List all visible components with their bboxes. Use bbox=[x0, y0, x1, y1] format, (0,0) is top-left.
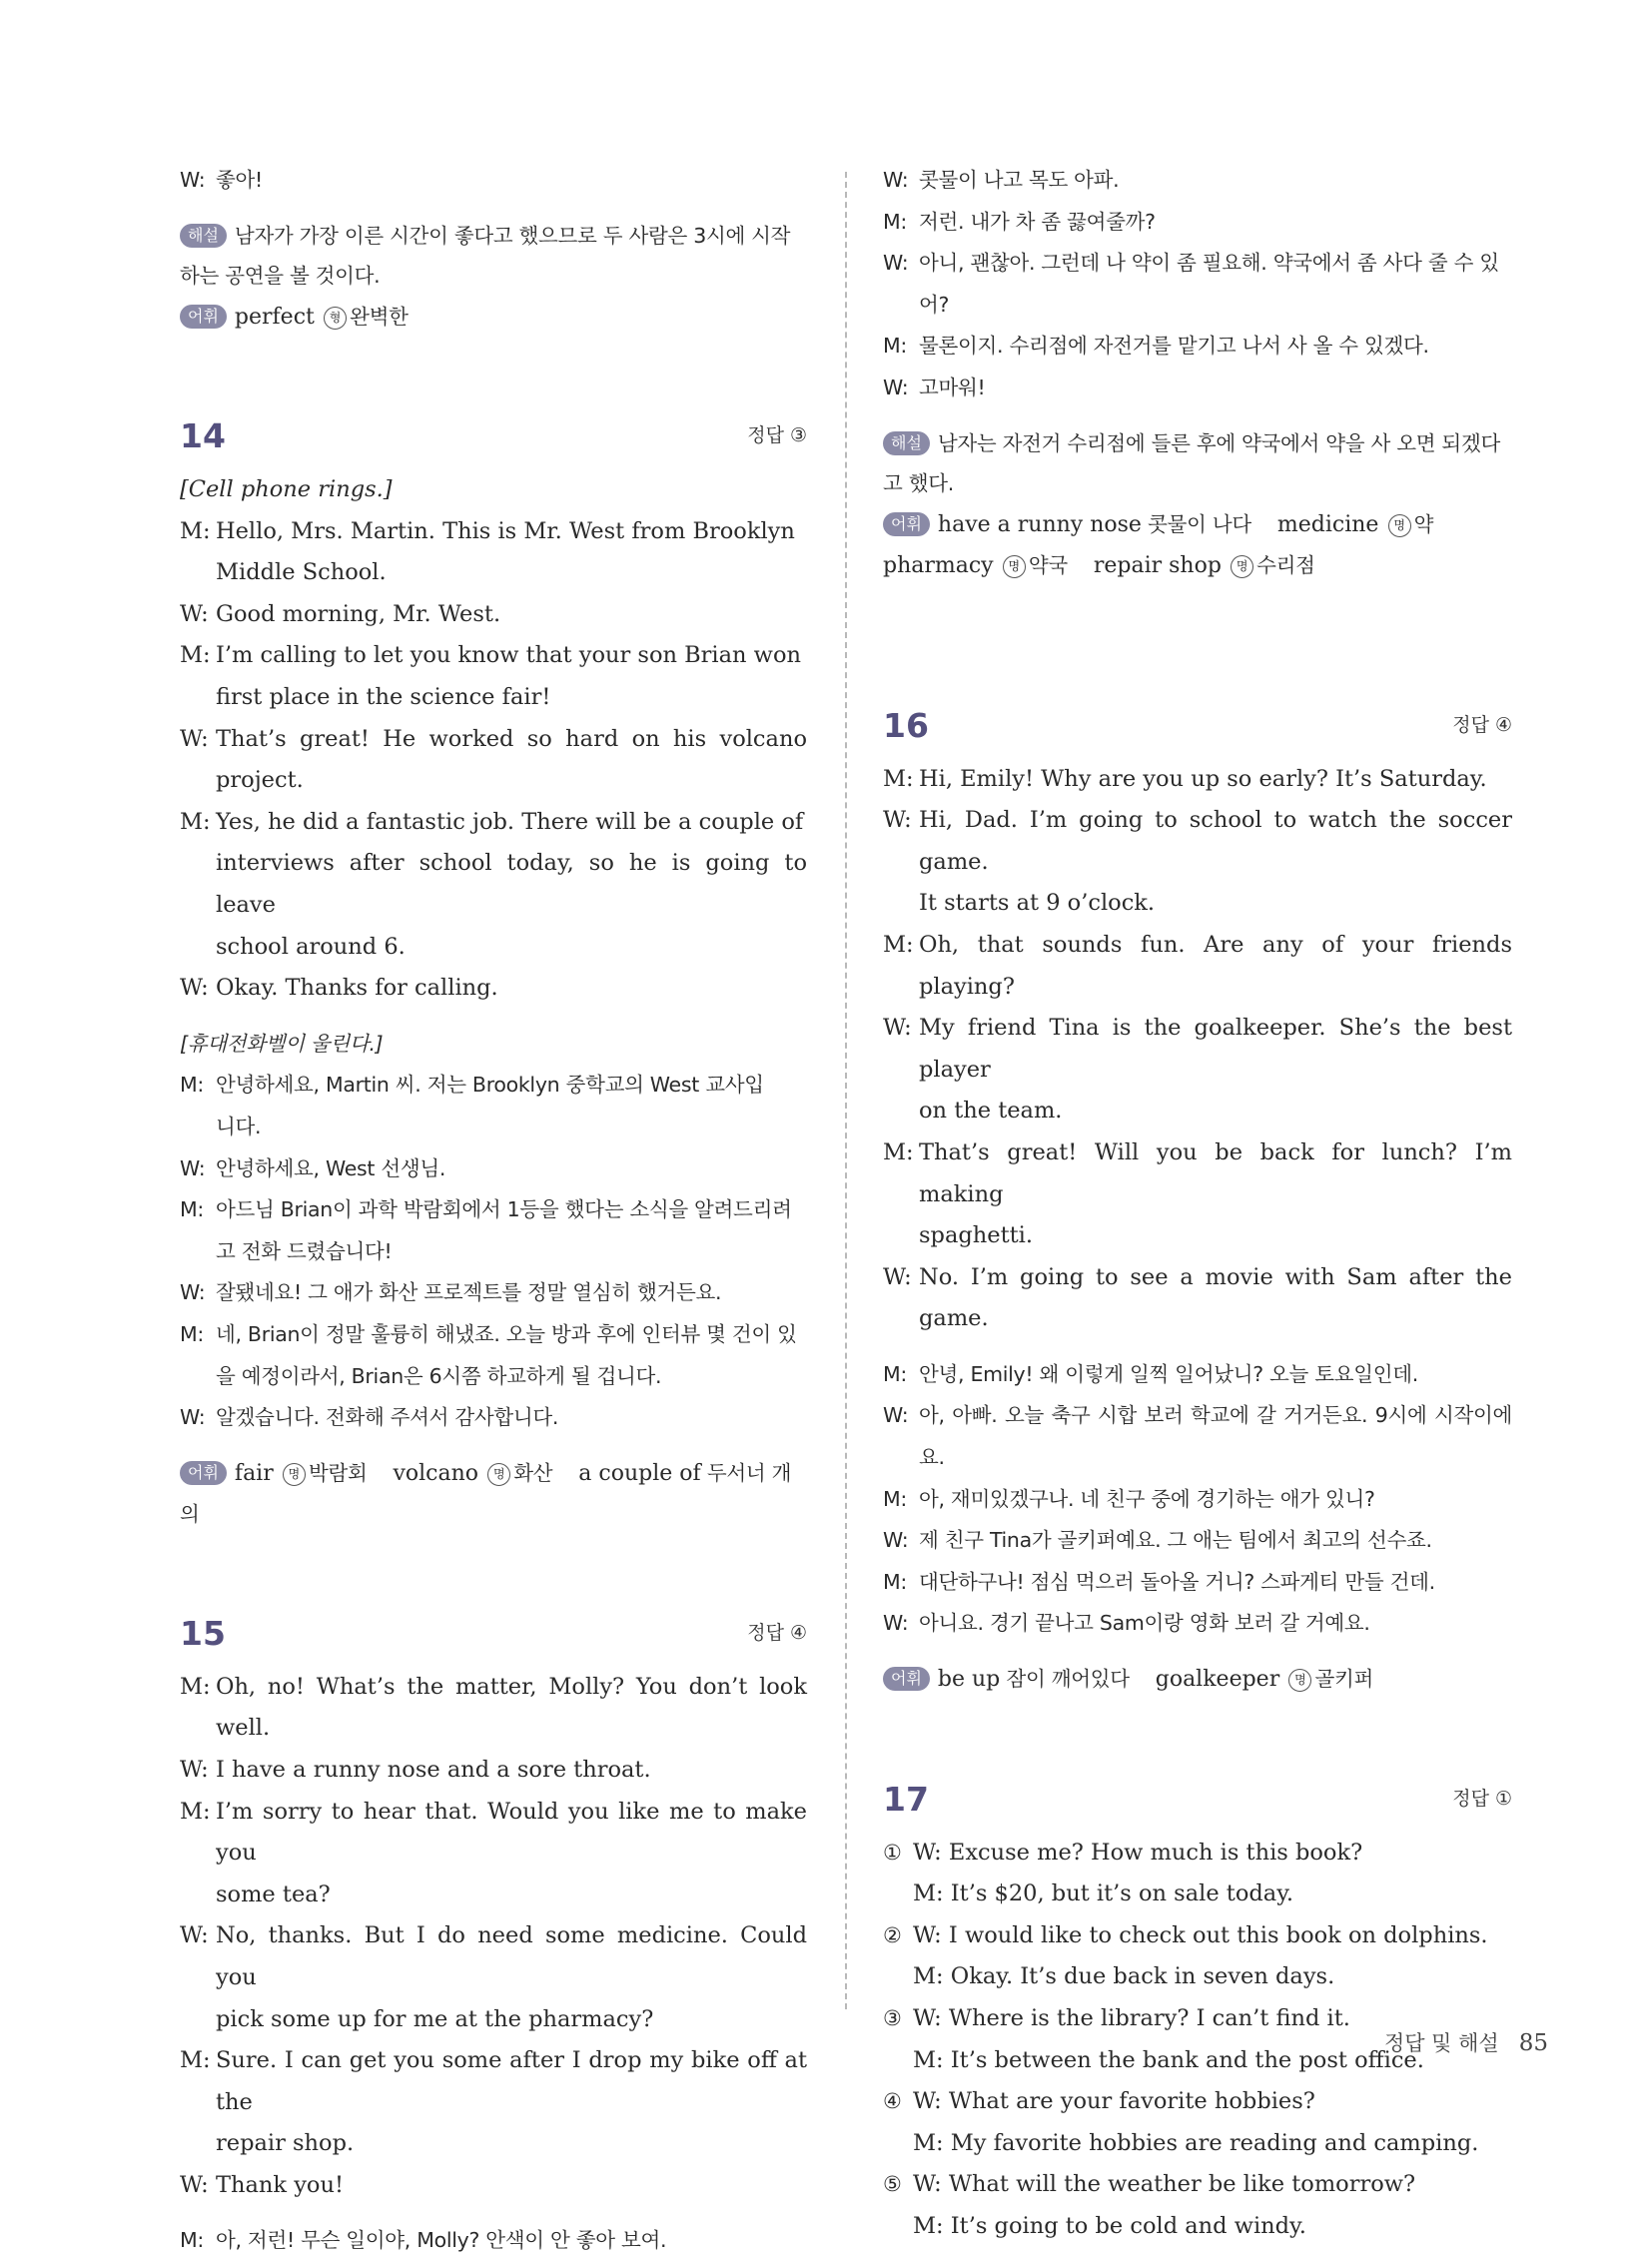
vocab-word: volcano bbox=[393, 1460, 479, 1486]
dialogue-text: 안녕하세요, West 선생님. bbox=[216, 1155, 446, 1180]
vocab-word: pharmacy bbox=[883, 553, 994, 579]
option-w-line: W: What are your favorite hobbies? bbox=[913, 2088, 1315, 2115]
dialogue-text: Good morning, Mr. West. bbox=[216, 600, 501, 627]
dialogue-line bbox=[883, 1257, 1512, 1340]
dialogue-text: My friend Tina is the goalkeeper. She’s the best player bbox=[919, 1015, 1512, 1083]
vocab-word: a couple of bbox=[578, 1460, 701, 1486]
dialogue-en bbox=[180, 1667, 807, 2207]
vocab-badge: 어휘 bbox=[180, 1461, 227, 1485]
dialogue-continuation: interviews after school today, so he is going to leave bbox=[216, 850, 807, 919]
speaker-label: W: bbox=[883, 1403, 909, 1428]
dialogue-line bbox=[180, 2165, 807, 2207]
dialogue-line bbox=[883, 1562, 1512, 1604]
speaker-label: M: bbox=[180, 1321, 204, 1346]
speaker-label: W: bbox=[180, 1405, 206, 1430]
explanation-note: 해설 남자가 가장 이른 시간이 좋다고 했으므로 두 사람은 3시에 시작하는 공연을 볼 것이다. bbox=[180, 223, 791, 289]
vocab-meaning: 화산 bbox=[513, 1460, 553, 1485]
vocab-meaning: 두서너 개의 bbox=[180, 1460, 792, 1527]
dialogue-line bbox=[180, 1397, 807, 1439]
dialogue-text: I have a runny nose and a sore throat. bbox=[216, 1756, 651, 1783]
speaker-label: M: bbox=[883, 931, 914, 958]
right-column bbox=[883, 160, 1512, 2247]
dialogue-text: 안녕하세요, Martin 씨. 저는 Brooklyn 중학교의 West 교사입 bbox=[216, 1073, 764, 1098]
speaker-label: W: bbox=[883, 1015, 912, 1042]
question-header-16 bbox=[883, 697, 1512, 755]
speaker-label: M: bbox=[883, 334, 907, 359]
speaker-label: W: bbox=[180, 975, 209, 1002]
dialogue-line bbox=[883, 1520, 1512, 1562]
dialogue-line: W: 좋아! bbox=[180, 168, 263, 192]
dialogue-text: 제 친구 Tina가 골키퍼예요. 그 애는 팀에서 최고의 선수죠. bbox=[919, 1528, 1432, 1553]
dialogue-line bbox=[883, 1395, 1512, 1478]
answer-option bbox=[883, 1833, 1512, 1875]
question-number: 16 bbox=[883, 705, 929, 745]
vocab-word: repair shop bbox=[1093, 553, 1222, 579]
footer-label: 정답 및 해설 bbox=[1383, 2031, 1499, 2055]
vocab-meaning: 약국 bbox=[1028, 553, 1068, 578]
question-number: 17 bbox=[883, 1779, 929, 1819]
dialogue-text: Hi, Emily! Why are you up so early? It’s Saturday. bbox=[919, 765, 1487, 792]
option-w-line: W: Excuse me? How much is this book? bbox=[913, 1839, 1363, 1866]
dialogue-line bbox=[883, 1354, 1512, 1396]
part-of-speech-mark: 명 bbox=[1288, 1669, 1311, 1692]
dialogue-line bbox=[883, 326, 1512, 368]
dialogue-line bbox=[883, 925, 1512, 1008]
part-of-speech-mark: 명 bbox=[1003, 555, 1026, 578]
option-w-line: W: What will the weather be like tomorrow? bbox=[913, 2171, 1416, 2198]
dialogue-text: That’s great! Will you be back for lunch? I’m making bbox=[919, 1138, 1512, 1207]
speaker-label: M: bbox=[883, 1569, 907, 1594]
speaker-label: W: bbox=[883, 1528, 909, 1553]
vocab-note bbox=[180, 1453, 807, 1535]
vocab-meaning: 수리점 bbox=[1256, 553, 1315, 578]
dialogue-line bbox=[180, 719, 807, 802]
dialogue-text: I’m sorry to hear that. Would you like me to make you bbox=[216, 1798, 807, 1867]
dialogue-line bbox=[883, 243, 1512, 285]
stage-direction: [Cell phone rings.] bbox=[180, 476, 393, 503]
dialogue-text: Hi, Dad. I’m going to school to watch the soccer game. bbox=[919, 807, 1512, 875]
dialogue-text: 물론이지. 수리점에 자전거를 맡기고 나서 사 올 수 있겠다. bbox=[919, 334, 1429, 359]
vocab-meaning: 약 bbox=[1413, 511, 1434, 536]
answer-option-reply: M: Okay. It’s due back in seven days. bbox=[913, 1963, 1335, 1990]
dialogue-text: 아니, 괜찮아. 그런데 나 약이 좀 필요해. 약국에서 좀 사다 줄 수 있 bbox=[919, 251, 1499, 276]
dialogue-text: 아드님 Brian이 과학 박람회에서 1등을 했다는 소식을 알려드리려 bbox=[216, 1197, 792, 1222]
dialogue-line bbox=[883, 1008, 1512, 1091]
vocab-badge: 어휘 bbox=[883, 1667, 930, 1691]
answer-option-reply: M: My favorite hobbies are reading and camping. bbox=[913, 2129, 1479, 2156]
vocab-word: medicine bbox=[1276, 511, 1379, 537]
part-of-speech-mark: 형 bbox=[324, 307, 347, 330]
dialogue-line bbox=[883, 759, 1512, 801]
dialogue-text: 아, 아빠. 오늘 축구 시합 보러 학교에 갈 거거든요. 9시에 시작이에요. bbox=[919, 1403, 1512, 1470]
page-number: 85 bbox=[1518, 2030, 1548, 2056]
speaker-label: W: bbox=[180, 1155, 206, 1180]
dialogue-line bbox=[180, 1915, 807, 1998]
speaker-label: M: bbox=[180, 1073, 204, 1098]
option-number: ④ bbox=[883, 2089, 902, 2114]
dialogue-line bbox=[180, 1148, 807, 1190]
dialogue-text: 안녕, Emily! 왜 이렇게 일찍 일어났니? 오늘 토요일인데. bbox=[919, 1361, 1418, 1386]
dialogue-continuation: spaghetti. bbox=[919, 1222, 1034, 1249]
dialogue-line bbox=[180, 1750, 807, 1792]
dialogue-continuation: It starts at 9 o’clock. bbox=[919, 890, 1156, 917]
vocab-meaning: 골키퍼 bbox=[1314, 1667, 1373, 1692]
dialogue-line bbox=[180, 1189, 807, 1231]
dialogue-continuation: 을 예정이라서, Brian은 6시쯤 하교하게 될 겁니다. bbox=[216, 1363, 662, 1388]
dialogue-en bbox=[883, 759, 1512, 1340]
vocab-note bbox=[883, 504, 1512, 587]
dialogue-text: 아니요. 경기 끝나고 Sam이랑 영화 보러 갈 거예요. bbox=[919, 1611, 1370, 1636]
part-of-speech-mark: 명 bbox=[1388, 514, 1411, 537]
dialogue-line bbox=[180, 1272, 807, 1314]
speaker-label: M: bbox=[883, 1486, 907, 1511]
dialogue-text: 콧물이 나고 목도 아파. bbox=[919, 168, 1120, 192]
dialogue-text: I’m calling to let you know that your son Brian won bbox=[216, 642, 801, 669]
question-header-14 bbox=[180, 407, 807, 465]
dialogue-text: 네, Brian이 정말 훌륭히 해냈죠. 오늘 방과 후에 인터뷰 몇 건이 있 bbox=[216, 1321, 797, 1346]
vocab-note bbox=[883, 1659, 1512, 1701]
speaker-label: W: bbox=[180, 600, 209, 627]
page-footer bbox=[1384, 2027, 1548, 2057]
answer-option bbox=[883, 1915, 1512, 1957]
vocab-word: have a runny nose bbox=[937, 511, 1142, 537]
answer-option-reply: M: It’s between the bank and the post office. bbox=[913, 2046, 1424, 2073]
speaker-label: W: bbox=[883, 251, 909, 276]
speaker-label: M: bbox=[180, 808, 211, 835]
dialogue-line bbox=[180, 594, 807, 636]
speaker-label: W: bbox=[180, 725, 209, 752]
dialogue-text: That’s great! He worked so hard on his volcano project. bbox=[216, 725, 807, 794]
dialogue-en bbox=[180, 511, 807, 1010]
dialogue-line bbox=[180, 1065, 807, 1107]
dialogue-line bbox=[180, 1667, 807, 1750]
dialogue-line bbox=[883, 202, 1512, 244]
dialogue-continuation: 어? bbox=[919, 292, 950, 317]
vocab-badge: 어휘 bbox=[180, 305, 227, 329]
option-number: ② bbox=[883, 1922, 902, 1947]
dialogue-line bbox=[180, 2040, 807, 2123]
vocab-meaning: 박람회 bbox=[308, 1460, 368, 1485]
vocab-meaning: 콧물이 나다 bbox=[1148, 511, 1251, 536]
dialogue-continuation: 고 전화 드렸습니다! bbox=[216, 1238, 393, 1263]
vocab-meaning: 잠이 깨어있다 bbox=[1006, 1667, 1130, 1692]
dialogue-text: 대단하구나! 점심 먹으러 돌아올 거니? 스파게티 만들 건데. bbox=[919, 1569, 1435, 1594]
speaker-label: W: bbox=[883, 375, 909, 399]
answer-key: 정답 ④ bbox=[747, 1621, 807, 1644]
part-of-speech-mark: 명 bbox=[283, 1463, 306, 1486]
part-of-speech-mark: 명 bbox=[1231, 555, 1253, 578]
dialogue-line bbox=[180, 635, 807, 677]
explanation-badge: 해설 bbox=[883, 431, 930, 455]
speaker-label: M: bbox=[180, 642, 211, 669]
explanation-badge: 해설 bbox=[180, 224, 227, 248]
option-w-line: W: I would like to check out this book on dolphins. bbox=[913, 1921, 1488, 1948]
speaker-label: M: bbox=[180, 1197, 204, 1222]
dialogue-line bbox=[180, 511, 807, 553]
speaker-label: W: bbox=[180, 1756, 209, 1783]
speaker-label: M: bbox=[883, 1361, 907, 1386]
dialogue-text: Yes, he did a fantastic job. There will be a couple of bbox=[216, 808, 804, 835]
vocab-word: goalkeeper bbox=[1155, 1667, 1280, 1693]
dialogue-continuation: 니다. bbox=[216, 1115, 262, 1138]
dialogue-ko bbox=[883, 160, 1512, 409]
dialogue-text: 고마워! bbox=[919, 375, 986, 399]
speaker-label: M: bbox=[180, 2047, 211, 2074]
speaker-label: M: bbox=[883, 1138, 914, 1165]
dialogue-line: M: 아, 저런! 무슨 일이야, Molly? 안색이 안 좋아 보여. bbox=[180, 2228, 667, 2253]
dialogue-text: 알겠습니다. 전화해 주셔서 감사합니다. bbox=[216, 1405, 559, 1430]
dialogue-continuation: pick some up for me at the pharmacy? bbox=[216, 2005, 654, 2032]
question-header-17 bbox=[883, 1771, 1512, 1829]
dialogue-text: Thank you! bbox=[216, 2171, 344, 2198]
dialogue-line bbox=[883, 160, 1512, 202]
answer-option-reply: M: It’s $20, but it’s on sale today. bbox=[913, 1881, 1294, 1907]
dialogue-text: 저런. 내가 차 좀 끓여줄까? bbox=[919, 209, 1156, 234]
option-number: ⑤ bbox=[883, 2172, 902, 2197]
column-divider bbox=[845, 172, 847, 2009]
left-column bbox=[180, 160, 807, 2262]
dialogue-continuation: school around 6. bbox=[216, 933, 406, 960]
explanation-note: 해설 남자는 자전거 수리점에 들른 후에 약국에서 약을 사 오면 되겠다고 했다. bbox=[883, 430, 1500, 496]
part-of-speech-mark: 명 bbox=[487, 1463, 510, 1486]
speaker-label: W: bbox=[180, 2171, 209, 2198]
vocab-note: 어휘 perfect 형 완벽한 bbox=[180, 297, 807, 339]
speaker-label: M: bbox=[883, 209, 907, 234]
dialogue-line bbox=[180, 968, 807, 1010]
answer-option bbox=[883, 2081, 1512, 2123]
question-number: 15 bbox=[180, 1613, 226, 1653]
dialogue-ko bbox=[180, 1065, 807, 1438]
vocab-word: be up bbox=[937, 1667, 1001, 1693]
option-number: ③ bbox=[883, 2005, 902, 2030]
answer-option bbox=[883, 2164, 1512, 2206]
speaker-label: M: bbox=[180, 1798, 211, 1825]
dialogue-line bbox=[883, 800, 1512, 883]
speaker-label: W: bbox=[883, 1611, 909, 1636]
dialogue-continuation: on the team. bbox=[919, 1098, 1063, 1125]
stage-direction-ko: [휴대전화벨이 울린다.] bbox=[180, 1031, 384, 1056]
dialogue-text: Hello, Mrs. Martin. This is Mr. West from Brooklyn bbox=[216, 517, 795, 544]
speaker-label: M: bbox=[180, 517, 211, 544]
answer-key: 정답 ③ bbox=[747, 424, 807, 447]
vocab-word: fair bbox=[234, 1460, 274, 1486]
question-number: 14 bbox=[180, 416, 226, 456]
vocab-badge: 어휘 bbox=[883, 512, 930, 536]
dialogue-line bbox=[883, 368, 1512, 409]
question-header-15 bbox=[180, 1605, 807, 1663]
dialogue-text: Sure. I can get you some after I drop my bike off at the bbox=[216, 2047, 807, 2115]
dialogue-line bbox=[883, 1132, 1512, 1215]
dialogue-text: No. I’m going to see a movie with Sam after the game. bbox=[919, 1263, 1512, 1332]
answer-key: 정답 ① bbox=[1452, 1787, 1512, 1810]
dialogue-continuation: Middle School. bbox=[216, 559, 387, 586]
dialogue-ko bbox=[883, 1354, 1512, 1645]
dialogue-continuation: repair shop. bbox=[216, 2130, 355, 2157]
dialogue-line bbox=[180, 802, 807, 844]
speaker-label: W: bbox=[180, 1922, 209, 1949]
option-w-line: W: Where is the library? I can’t find it. bbox=[913, 2004, 1350, 2031]
dialogue-text: Oh, that sounds fun. Are any of your friends playing? bbox=[919, 931, 1512, 1000]
answer-key: 정답 ④ bbox=[1452, 713, 1512, 736]
speaker-label: M: bbox=[883, 765, 914, 792]
speaker-label: W: bbox=[883, 168, 909, 192]
speaker-label: W: bbox=[883, 807, 912, 834]
dialogue-line bbox=[180, 1314, 807, 1356]
dialogue-text: Oh, no! What’s the matter, Molly? You don’t look well. bbox=[216, 1673, 807, 1742]
speaker-label: M: bbox=[180, 1673, 211, 1700]
dialogue-text: 아, 재미있겠구나. 네 친구 중에 경기하는 애가 있니? bbox=[919, 1486, 1375, 1511]
dialogue-continuation: first place in the science fair! bbox=[216, 684, 551, 711]
dialogue-continuation: some tea? bbox=[216, 1881, 331, 1907]
option-number: ① bbox=[883, 1840, 902, 1865]
dialogue-line bbox=[180, 1792, 807, 1875]
answer-option-reply: M: It’s going to be cold and windy. bbox=[913, 2212, 1306, 2239]
speaker-label: W: bbox=[883, 1263, 912, 1290]
dialogue-line bbox=[883, 1603, 1512, 1645]
dialogue-text: 잘됐네요! 그 애가 화산 프로젝트를 정말 열심히 했거든요. bbox=[216, 1280, 722, 1305]
dialogue-line bbox=[883, 1479, 1512, 1521]
dialogue-text: No, thanks. But I do need some medicine. Could you bbox=[216, 1922, 807, 1990]
speaker-label: W: bbox=[180, 1280, 206, 1305]
dialogue-text: Okay. Thanks for calling. bbox=[216, 975, 498, 1002]
